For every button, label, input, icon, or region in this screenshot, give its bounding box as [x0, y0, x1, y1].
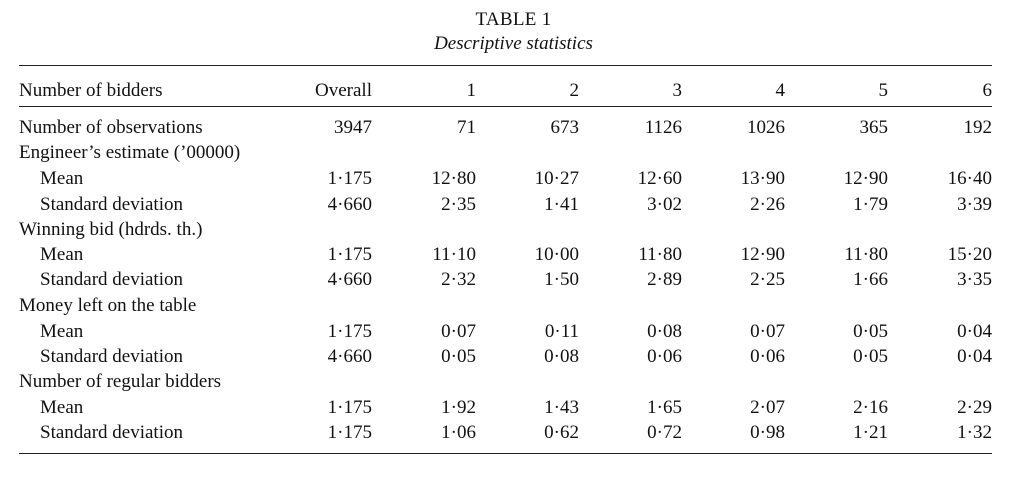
table-cell: 1·41: [544, 194, 579, 215]
row-label: Number of observations: [19, 117, 203, 138]
table-row: [0, 345, 1027, 369]
table-cell: 0·06: [647, 346, 682, 367]
header-cell-1: 1: [466, 80, 476, 101]
table-cell: 1·66: [853, 269, 888, 290]
table-cell: 2·16: [853, 397, 888, 418]
table-cell: 673: [550, 117, 579, 138]
table-row: [0, 218, 1027, 242]
row-label: Engineer’s estimate (’00000): [19, 142, 241, 163]
table-cell: 0·05: [853, 346, 888, 367]
table-cell: 1·32: [957, 422, 992, 443]
table-cell: 0·08: [647, 321, 682, 342]
table-cell: 0·07: [441, 321, 476, 342]
table-cell: 4·660: [327, 346, 372, 367]
table-cell: 3947: [334, 117, 372, 138]
table-cell: 10·27: [534, 168, 579, 189]
table-cell: 1126: [644, 117, 682, 138]
row-label: Money left on the table: [19, 295, 197, 316]
table-cell: 0·05: [441, 346, 476, 367]
row-sublabel: Standard deviation: [40, 269, 183, 290]
table-row: [0, 396, 1027, 420]
table-cell: 1·21: [853, 422, 888, 443]
table-cell: 3·02: [647, 194, 682, 215]
table-cell: 0·98: [750, 422, 785, 443]
table-cell: 0·08: [544, 346, 579, 367]
table-cell: 3·35: [957, 269, 992, 290]
table-cell: 0·04: [957, 346, 992, 367]
table-cell: 12·90: [843, 168, 888, 189]
table-row: [0, 320, 1027, 344]
row-sublabel: Mean: [40, 244, 84, 265]
table-cell: 13·90: [740, 168, 785, 189]
header-cell-2: 2: [569, 80, 579, 101]
table-cell: 2·89: [647, 269, 682, 290]
table-cell: 11·80: [638, 244, 682, 265]
bottom-rule: [19, 453, 992, 454]
row-sublabel: Standard deviation: [40, 422, 183, 443]
table-cell: 1·79: [853, 194, 888, 215]
table-row: [0, 116, 1027, 140]
table-cell: 1·175: [327, 397, 372, 418]
table-cell: 3·39: [957, 194, 992, 215]
table-header-row: [0, 79, 1027, 103]
table-subtitle: Descriptive statistics: [434, 33, 593, 54]
table-cell: 1·65: [647, 397, 682, 418]
table-cell: 11·10: [432, 244, 476, 265]
table-cell: 12·90: [740, 244, 785, 265]
table-cell: 0·62: [544, 422, 579, 443]
table-cell: 1·175: [327, 321, 372, 342]
table-cell: 1·175: [327, 168, 372, 189]
table-cell: 1·50: [544, 269, 579, 290]
table-cell: 0·05: [853, 321, 888, 342]
header-cell-5: 5: [878, 80, 888, 101]
table-cell: 1·175: [327, 244, 372, 265]
row-sublabel: Mean: [40, 168, 84, 189]
table-cell: 0·11: [544, 321, 579, 342]
header-rule: [19, 106, 992, 107]
table-cell: 1026: [747, 117, 785, 138]
table-cell: 2·25: [750, 269, 785, 290]
table-row: [0, 294, 1027, 318]
table-row: [0, 370, 1027, 394]
table-cell: 2·35: [441, 194, 476, 215]
table-cell: 2·29: [957, 397, 992, 418]
top-rule: [19, 65, 992, 66]
table-cell: 16·40: [947, 168, 992, 189]
header-cell-label: Number of bidders: [19, 80, 163, 101]
row-sublabel: Mean: [40, 321, 84, 342]
table-title: TABLE 1: [475, 9, 552, 30]
table-cell: 0·06: [750, 346, 785, 367]
table-cell: 192: [963, 117, 992, 138]
table-cell: 0·72: [647, 422, 682, 443]
table-cell: 4·660: [327, 269, 372, 290]
row-sublabel: Standard deviation: [40, 194, 183, 215]
table-row: [0, 243, 1027, 267]
row-label: Winning bid (hdrds. th.): [19, 219, 203, 240]
table-row: [0, 421, 1027, 445]
table-cell: 1·175: [327, 422, 372, 443]
table-row: [0, 141, 1027, 165]
table-cell: 4·660: [327, 194, 372, 215]
header-cell-overall: Overall: [315, 80, 372, 101]
row-sublabel: Standard deviation: [40, 346, 183, 367]
table-cell: 1·92: [441, 397, 476, 418]
table-row: [0, 268, 1027, 292]
table-cell: 1·06: [441, 422, 476, 443]
table-cell: 2·07: [750, 397, 785, 418]
row-sublabel: Mean: [40, 397, 84, 418]
table-cell: 0·04: [957, 321, 992, 342]
table-cell: 71: [457, 117, 476, 138]
table-cell: 12·60: [637, 168, 682, 189]
table-row: [0, 193, 1027, 217]
table-cell: 11·80: [844, 244, 888, 265]
row-label: Number of regular bidders: [19, 371, 222, 392]
header-cell-4: 4: [775, 80, 785, 101]
table-cell: 10·00: [534, 244, 579, 265]
table-cell: 0·07: [750, 321, 785, 342]
table-cell: 2·32: [441, 269, 476, 290]
header-cell-6: 6: [982, 80, 992, 101]
table-cell: 1·43: [544, 397, 579, 418]
table-cell: 365: [859, 117, 888, 138]
header-cell-3: 3: [672, 80, 682, 101]
table-row: [0, 167, 1027, 191]
table-cell: 15·20: [947, 244, 992, 265]
table-cell: 2·26: [750, 194, 785, 215]
table-cell: 12·80: [431, 168, 476, 189]
